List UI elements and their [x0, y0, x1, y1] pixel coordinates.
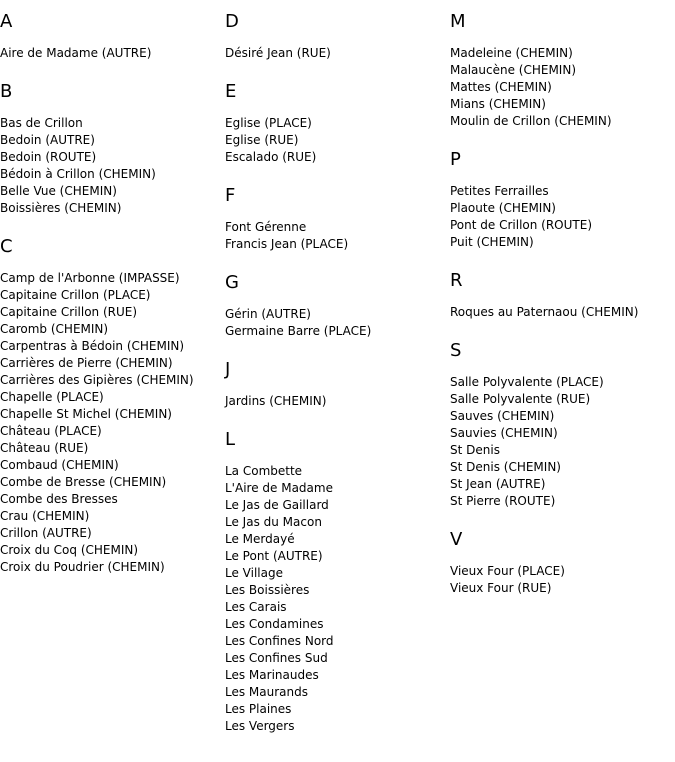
index-column-2 [225, 0, 450, 755]
street-entry: La Combette [225, 464, 303, 478]
letter-section [450, 530, 675, 597]
letter-heading: L [225, 429, 236, 450]
street-entry: Les Marinaudes [225, 668, 319, 682]
letter-section [0, 12, 225, 62]
street-entry: Les Vergers [225, 719, 295, 733]
letter-section [225, 12, 450, 62]
letter-heading: V [450, 529, 463, 550]
letter-heading: C [0, 236, 13, 257]
street-entry: Bas de Crillon [0, 116, 83, 130]
street-entry: Vieux Four (PLACE) [450, 564, 565, 578]
street-entry: Crillon (AUTRE) [0, 526, 92, 540]
street-list [225, 393, 450, 410]
street-entry: Les Confines Nord [225, 634, 334, 648]
letter-heading: M [450, 11, 466, 32]
letter-section [450, 150, 675, 251]
letter-section [225, 186, 450, 253]
street-list [450, 45, 675, 130]
street-entry: Escalado (RUE) [225, 150, 317, 164]
letter-heading: G [225, 272, 239, 293]
street-entry: Malaucène (CHEMIN) [450, 63, 576, 77]
street-entry: Carrières des Gipières (CHEMIN) [0, 373, 194, 387]
street-entry: Les Condamines [225, 617, 324, 631]
street-entry: Francis Jean (PLACE) [225, 237, 349, 251]
letter-heading: R [450, 270, 463, 291]
street-list [225, 219, 450, 253]
street-entry: Les Carais [225, 600, 287, 614]
street-entry: Salle Polyvalente (PLACE) [450, 375, 604, 389]
street-entry: Belle Vue (CHEMIN) [0, 184, 117, 198]
letter-section [450, 271, 675, 321]
street-entry: Le Jas de Gaillard [225, 498, 329, 512]
street-entry: Sauves (CHEMIN) [450, 409, 555, 423]
letter-section [0, 82, 225, 217]
street-entry: Le Pont (AUTRE) [225, 549, 323, 563]
street-entry: Bedoin (ROUTE) [0, 150, 97, 164]
letter-section [225, 273, 450, 340]
street-entry: Camp de l'Arbonne (IMPASSE) [0, 271, 180, 285]
letter-section [225, 82, 450, 166]
street-entry: Bédoin à Crillon (CHEMIN) [0, 167, 156, 181]
street-entry: Croix du Poudrier (CHEMIN) [0, 560, 165, 574]
letter-heading: E [225, 81, 237, 102]
street-entry: Carrières de Pierre (CHEMIN) [0, 356, 173, 370]
street-entry: Le Village [225, 566, 283, 580]
street-entry: St Pierre (ROUTE) [450, 494, 556, 508]
street-list [225, 45, 450, 62]
street-entry: Combaud (CHEMIN) [0, 458, 119, 472]
street-list [450, 304, 675, 321]
street-entry: Gérin (AUTRE) [225, 307, 311, 321]
street-entry: L'Aire de Madame [225, 481, 333, 495]
street-entry: Combe des Bresses [0, 492, 118, 506]
street-entry: Vieux Four (RUE) [450, 581, 552, 595]
street-entry: Caromb (CHEMIN) [0, 322, 109, 336]
street-entry: Les Confines Sud [225, 651, 328, 665]
street-list [450, 183, 675, 251]
street-entry: Mians (CHEMIN) [450, 97, 546, 111]
street-list [0, 115, 225, 217]
letter-heading: J [225, 359, 231, 380]
street-entry: Moulin de Crillon (CHEMIN) [450, 114, 612, 128]
street-list [450, 374, 675, 510]
letter-section [450, 341, 675, 510]
street-entry: Les Maurands [225, 685, 308, 699]
street-entry: Sauvies (CHEMIN) [450, 426, 558, 440]
street-entry: Eglise (PLACE) [225, 116, 312, 130]
street-entry: Font Gérenne [225, 220, 307, 234]
street-list [450, 563, 675, 597]
letter-section [450, 12, 675, 130]
letter-section [0, 237, 225, 576]
street-entry: Aire de Madame (AUTRE) [0, 46, 152, 60]
street-entry: Capitaine Crillon (RUE) [0, 305, 138, 319]
street-entry: St Denis (CHEMIN) [450, 460, 561, 474]
street-entry: Crau (CHEMIN) [0, 509, 90, 523]
street-entry: Madeleine (CHEMIN) [450, 46, 573, 60]
street-entry: Roques au Paternaou (CHEMIN) [450, 305, 639, 319]
street-list [225, 306, 450, 340]
letter-heading: F [225, 185, 236, 206]
street-entry: Jardins (CHEMIN) [225, 394, 327, 408]
street-entry: Le Merdayé [225, 532, 295, 546]
street-entry: Désiré Jean (RUE) [225, 46, 331, 60]
index-column-1 [0, 0, 225, 596]
street-list [0, 270, 225, 576]
street-entry: Château (PLACE) [0, 424, 102, 438]
street-entry: Pont de Crillon (ROUTE) [450, 218, 593, 232]
street-entry: Le Jas du Macon [225, 515, 322, 529]
letter-heading: S [450, 340, 462, 361]
street-entry: Les Plaines [225, 702, 292, 716]
street-entry: Salle Polyvalente (RUE) [450, 392, 591, 406]
street-entry: Les Boissières [225, 583, 310, 597]
street-entry: Château (RUE) [0, 441, 89, 455]
street-entry: Croix du Coq (CHEMIN) [0, 543, 139, 557]
street-entry: Puit (CHEMIN) [450, 235, 534, 249]
street-entry: Plaoute (CHEMIN) [450, 201, 556, 215]
street-entry: Mattes (CHEMIN) [450, 80, 552, 94]
letter-heading: B [0, 81, 13, 102]
street-entry: Carpentras à Bédoin (CHEMIN) [0, 339, 185, 353]
letter-heading: P [450, 149, 461, 170]
street-entry: Eglise (RUE) [225, 133, 299, 147]
street-entry: Petites Ferrailles [450, 184, 549, 198]
street-entry: Chapelle (PLACE) [0, 390, 104, 404]
letter-heading: D [225, 11, 239, 32]
street-list [225, 115, 450, 166]
street-entry: Boissières (CHEMIN) [0, 201, 122, 215]
street-list [0, 45, 225, 62]
letter-heading: A [0, 11, 13, 32]
letter-section [225, 430, 450, 735]
letter-section [225, 360, 450, 410]
street-entry: Capitaine Crillon (PLACE) [0, 288, 151, 302]
index-column-3 [450, 0, 675, 617]
street-entry: Bedoin (AUTRE) [0, 133, 95, 147]
street-entry: Combe de Bresse (CHEMIN) [0, 475, 167, 489]
street-entry: St Jean (AUTRE) [450, 477, 546, 491]
street-list [225, 463, 450, 735]
street-entry: St Denis [450, 443, 500, 457]
street-entry: Chapelle St Michel (CHEMIN) [0, 407, 172, 421]
street-entry: Germaine Barre (PLACE) [225, 324, 372, 338]
